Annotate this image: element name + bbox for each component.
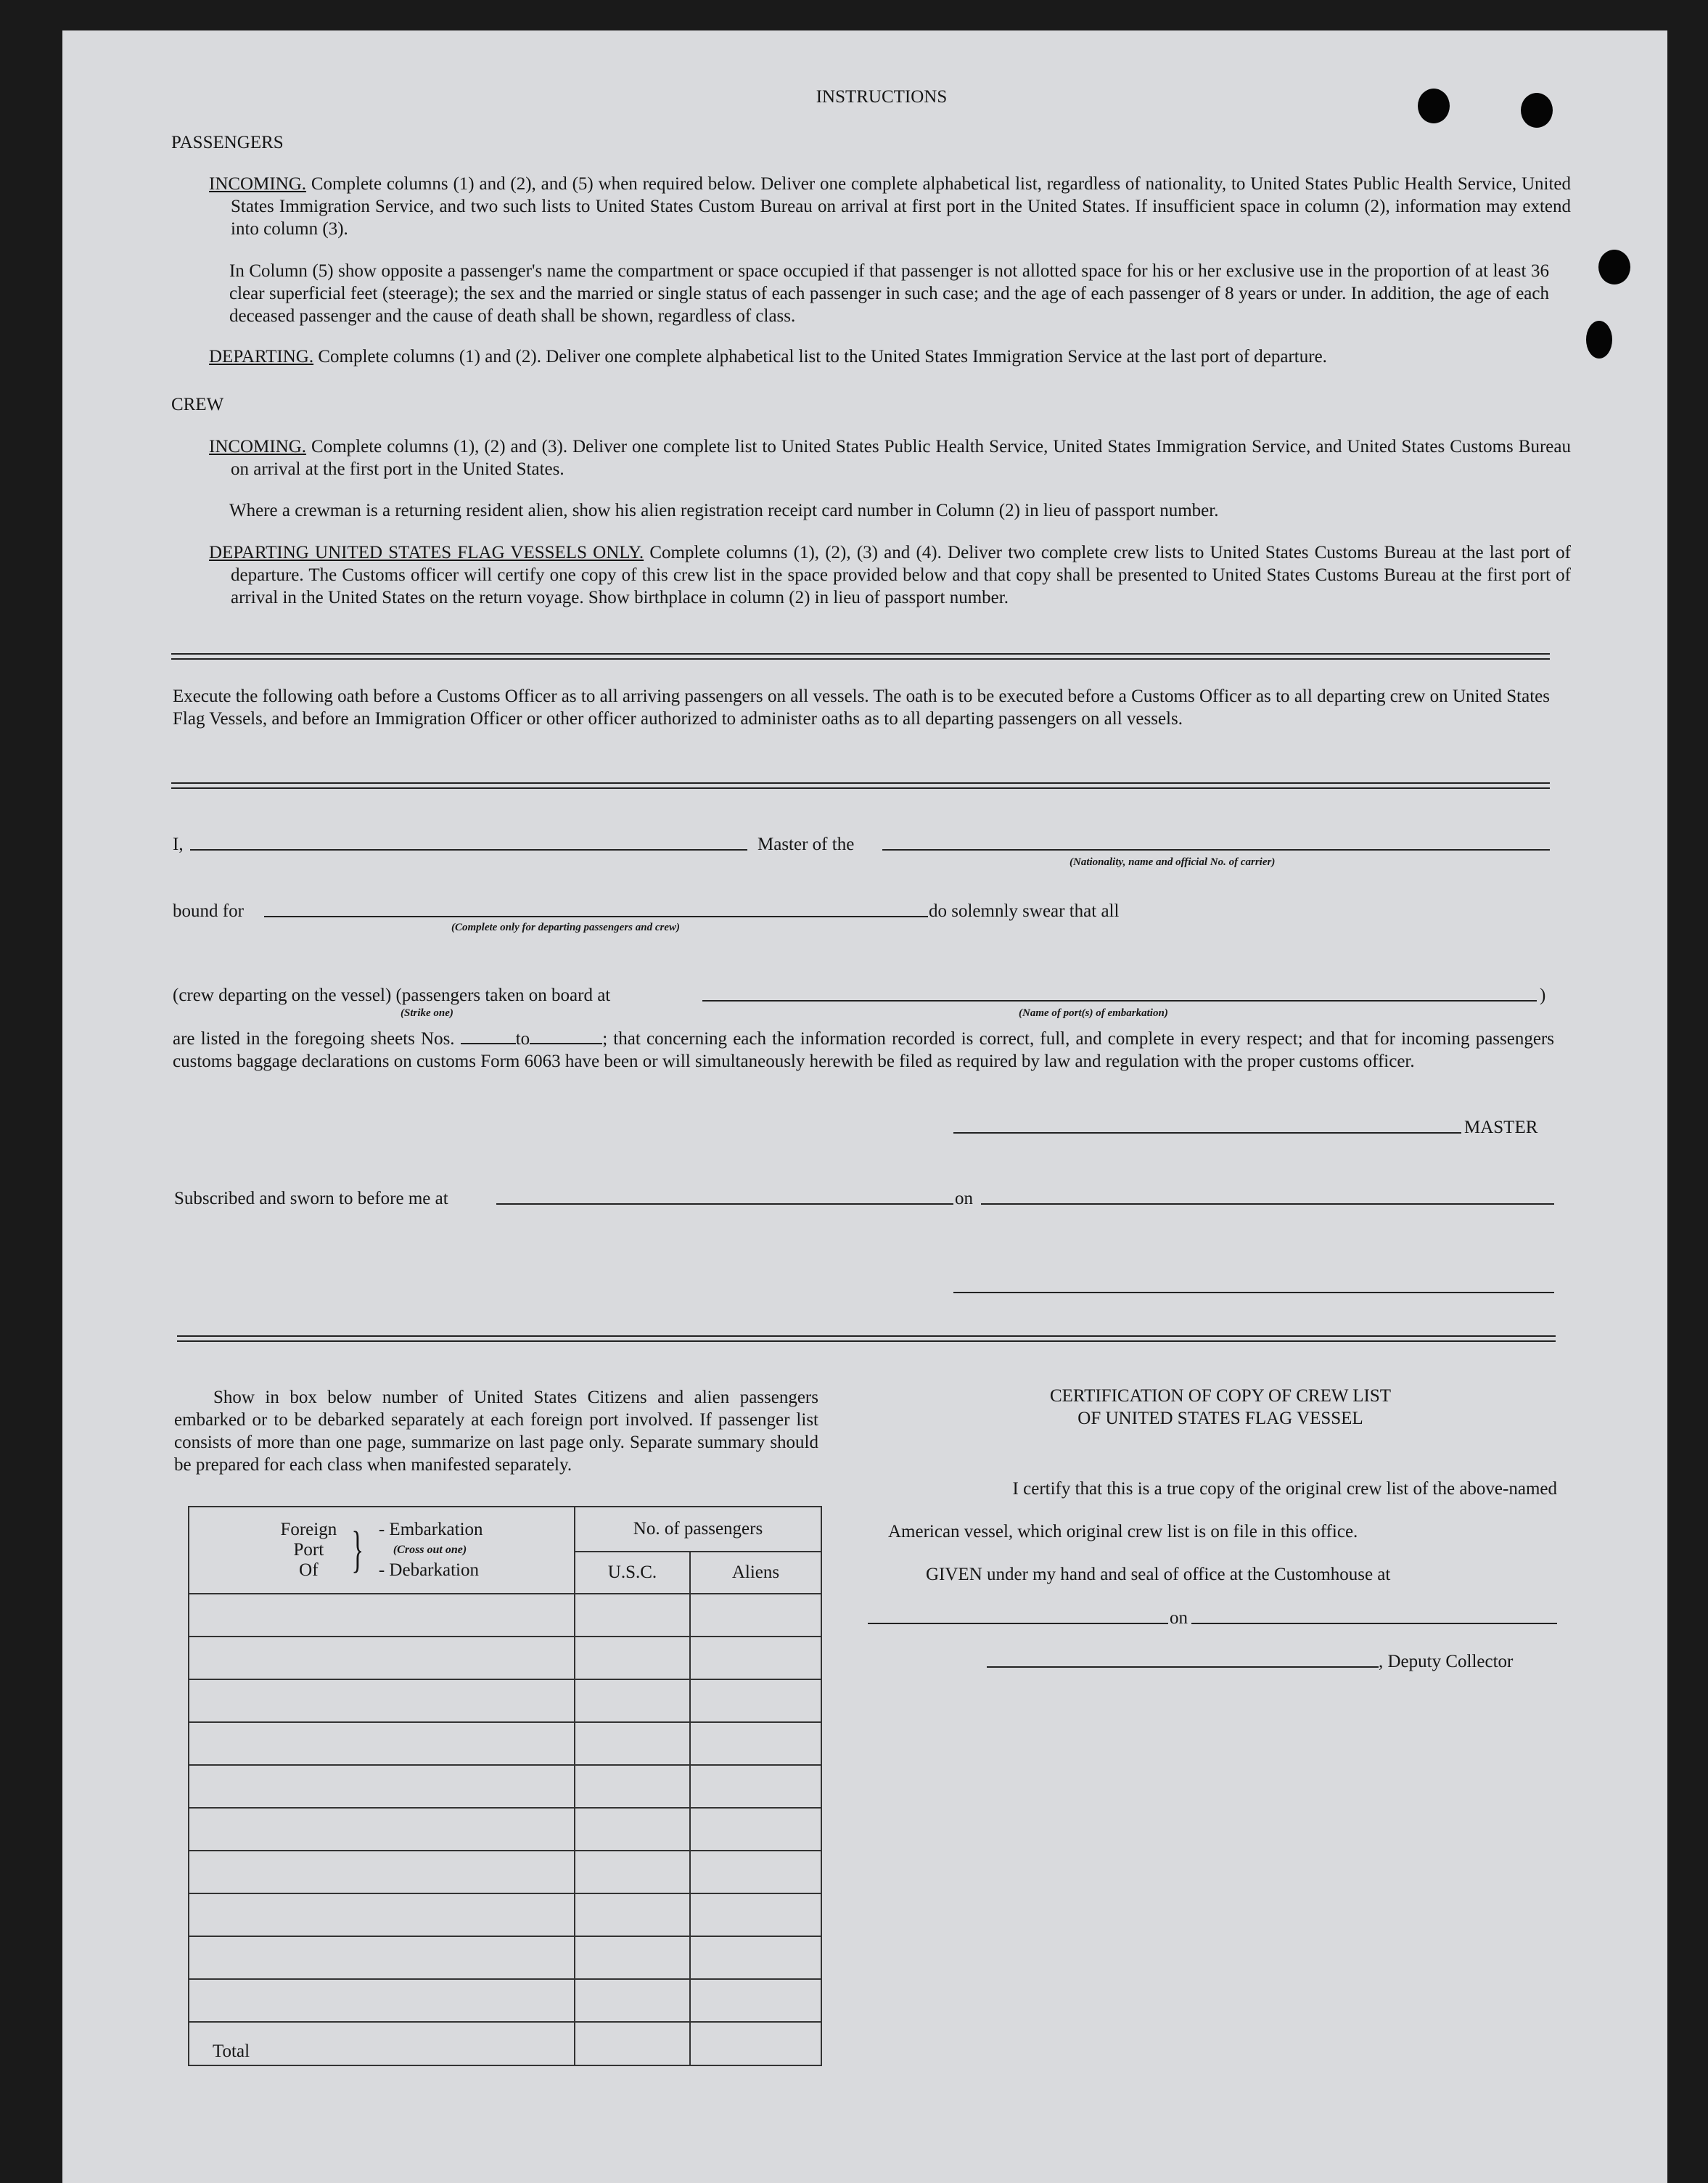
departing-text: Complete columns (1) and (2). Deliver one complete alphabetical list to the United States Immigration Service at the last port of departure. [318, 347, 1327, 366]
cert-on-label: on [1170, 1608, 1188, 1628]
debarkation-option[interactable]: - Debarkation [378, 1560, 479, 1580]
aliens-cell[interactable] [690, 1637, 821, 1679]
punch-hole [1586, 321, 1612, 359]
port-cell[interactable] [189, 1594, 575, 1637]
carrier-note: (Nationality, name and official No. of carrier) [1069, 856, 1276, 868]
passengers-departing [209, 345, 1571, 368]
port-header-of: Of [299, 1560, 319, 1580]
bound-for-field[interactable] [264, 916, 928, 917]
aliens-cell[interactable] [690, 1808, 821, 1851]
column5-instructions: In Column (5) show opposite a passenger's name the compartment or space occupied if that passenger is not allotted space for his or her exclusive use in the proportion of at least 36 clear superficial feet (steerage); the sex and the married or single status of each passenger in such case; and the age of each passenger of 8 years or under. In addition, the age of each deceased passenger and the cause of death shall be shown, regardless of class. [229, 261, 1549, 326]
close-paren: ) [1540, 986, 1546, 1005]
port-cell[interactable] [189, 1808, 575, 1851]
oath-intro: Execute the following oath before a Customs Officer as to all arriving passengers on all vessels. The oath is to be executed before a Customs Officer as to all departing crew on United States Flag Vessels, and before an Immigration Officer or other officer authorized to administer oaths as to all departing passengers on all vessels. [173, 687, 1550, 729]
total-aliens-cell[interactable] [690, 2022, 821, 2065]
deputy-signature-field[interactable] [987, 1666, 1379, 1668]
page-title: INSTRUCTIONS [816, 87, 948, 107]
subscribed-label: Subscribed and sworn to before me at [174, 1189, 448, 1208]
table-row [189, 1851, 821, 1893]
table-row [189, 1594, 821, 1637]
crew-passengers-text: (crew departing on the vessel) (passengers taken on board at [173, 986, 611, 1005]
bound-for-label: bound for [173, 901, 244, 921]
table-row [189, 1936, 821, 1979]
embarkation-port-field[interactable] [702, 1000, 1537, 1002]
table-row [189, 1765, 821, 1808]
usc-cell[interactable] [575, 1936, 690, 1979]
aliens-cell[interactable] [690, 1979, 821, 2022]
port-cell[interactable] [189, 1936, 575, 1979]
master-signature-field[interactable] [953, 1132, 1461, 1134]
on-label: on [955, 1189, 973, 1208]
certify-text-3: GIVEN under my hand and seal of office at the Customhouse at [926, 1565, 1391, 1584]
master-of-the-label: Master of the [757, 835, 855, 854]
table-row [189, 1893, 821, 1936]
usc-cell[interactable] [575, 1851, 690, 1893]
aliens-cell[interactable] [690, 1594, 821, 1637]
resident-alien-note: Where a crewman is a returning resident alien, show his alien registration receipt card number in Column (2) in lieu of passport number. [229, 501, 1219, 520]
port-cell[interactable] [189, 1765, 575, 1808]
certification-title [930, 1385, 1511, 1430]
port-header [189, 1507, 575, 1594]
sworn-place-field[interactable] [496, 1203, 953, 1205]
customhouse-field[interactable] [868, 1623, 1168, 1624]
port-header-foreign: Foreign [280, 1520, 337, 1539]
divider [171, 653, 1550, 660]
usc-cell[interactable] [575, 1637, 690, 1679]
passengers-heading: PASSENGERS [171, 133, 284, 152]
aliens-cell[interactable] [690, 1893, 821, 1936]
crew-incoming [209, 435, 1571, 480]
total-usc-cell[interactable] [575, 2022, 690, 2065]
to-label: to [515, 1029, 530, 1049]
certify-text-2: American vessel, which original crew list is on file in this office. [888, 1522, 1358, 1541]
punch-hole [1418, 89, 1450, 123]
aliens-cell[interactable] [690, 1765, 821, 1808]
summary-instructions: Show in box below number of United States Citizens and alien passengers embarked or to be debarked separately at each foreign port involved. If passenger list consists of more than one page, summarize on last page only. Separate summary should be prepared for each class when manifested separately. [174, 1388, 818, 1475]
departing-label: DEPARTING. [209, 347, 314, 366]
cross-out-note: (Cross out one) [393, 1544, 467, 1556]
usc-cell[interactable] [575, 1765, 690, 1808]
deputy-collector-label: , Deputy Collector [1379, 1652, 1514, 1671]
certify-text-1: I certify that this is a true copy of the original crew list of the above-named [1012, 1479, 1557, 1499]
divider [177, 1335, 1556, 1342]
sworn-date-field[interactable] [981, 1203, 1554, 1205]
listed-text-b: ; that concerning each the information recorded is correct, full, and complete in every respect; and that for incoming passengers customs baggage declarations on customs Form 6063 have been or will simultaneously herewith be filed as required by law and regulation with the proper customs officer. [173, 1029, 1554, 1071]
brace-icon: } [351, 1522, 364, 1578]
total-label: Total [189, 2022, 575, 2065]
table-row [189, 1722, 821, 1765]
listed-text: are listed in the foregoing sheets Nos. [173, 1029, 455, 1049]
officer-signature-field[interactable] [953, 1292, 1554, 1293]
usc-cell[interactable] [575, 1679, 690, 1722]
crew-heading: CREW [171, 395, 224, 414]
table-row [189, 1679, 821, 1722]
aliens-cell[interactable] [690, 1851, 821, 1893]
carrier-field[interactable] [882, 849, 1550, 851]
no-passengers-header: No. of passengers [575, 1507, 821, 1552]
port-cell[interactable] [189, 1893, 575, 1936]
embarkation-option[interactable]: - Embarkation [378, 1520, 483, 1539]
aliens-cell[interactable] [690, 1936, 821, 1979]
departing-text: Complete columns (1), (2), (3) and (4). Deliver two complete crew lists to United States Customs Bureau at the last port of departure. The Customs officer will certify one copy of this crew list in the space provided below and that copy shall be presented to United States Customs Bureau at the first port of arrival in the United States on the return voyage. Show birthplace in column (2) in lieu of passport number. [231, 543, 1571, 607]
cert-date-field[interactable] [1191, 1623, 1557, 1624]
aliens-header: Aliens [690, 1552, 821, 1594]
strike-one-note: (Strike one) [401, 1007, 453, 1019]
divider [171, 782, 1550, 789]
port-cell[interactable] [189, 1637, 575, 1679]
swear-text: do solemnly swear that all [929, 901, 1120, 921]
certification-title-line1: CERTIFICATION OF COPY OF CREW LIST [1049, 1386, 1392, 1406]
certification-title-line2: OF UNITED STATES FLAG VESSEL [1077, 1409, 1363, 1428]
incoming-label: INCOMING. [209, 174, 307, 194]
usc-cell[interactable] [575, 1808, 690, 1851]
port-cell[interactable] [189, 1979, 575, 2022]
listed-statement [173, 1028, 1554, 1073]
table-row [189, 1637, 821, 1679]
incoming-text: Complete columns (1) and (2), and (5) when required below. Deliver one complete alphabetical list, regardless of nationality, to United States Public Health Service, United States Immigration Service, and two such lists to United States Custom Bureau on arrival at first port in the United States. If insufficient space in column (2), information may extend into column (3). [231, 174, 1571, 239]
oath-i: I, [173, 835, 184, 854]
passenger-summary-table [188, 1506, 822, 2066]
incoming-text: Complete columns (1), (2) and (3). Deliver one complete list to United States Public Health Service, United States Immigration Service, and United States Customs Bureau on arrival at the first port in the United States. [231, 437, 1571, 479]
port-cell[interactable] [189, 1722, 575, 1765]
usc-cell[interactable] [575, 1893, 690, 1936]
port-cell[interactable] [189, 1851, 575, 1893]
crew-departing [209, 541, 1571, 609]
passengers-incoming [209, 173, 1571, 240]
sheet-from-field[interactable] [461, 1028, 516, 1044]
port-header-port: Port [293, 1540, 324, 1560]
master-name-field[interactable] [190, 849, 747, 851]
usc-header: U.S.C. [575, 1552, 690, 1594]
usc-cell[interactable] [575, 1594, 690, 1637]
incoming-label: INCOMING. [209, 437, 307, 456]
punch-hole [1598, 250, 1630, 284]
usc-cell[interactable] [575, 1722, 690, 1765]
port-cell[interactable] [189, 1679, 575, 1722]
usc-cell[interactable] [575, 1979, 690, 2022]
bound-note: (Complete only for departing passengers and crew) [451, 922, 680, 933]
departing-label: DEPARTING UNITED STATES FLAG VESSELS ONLY. [209, 543, 644, 562]
master-label: MASTER [1464, 1118, 1538, 1137]
aliens-cell[interactable] [690, 1722, 821, 1765]
table-row [189, 1808, 821, 1851]
port-note: (Name of port(s) of embarkation) [1019, 1007, 1168, 1019]
sheet-to-field[interactable] [530, 1028, 602, 1044]
table-row [189, 1979, 821, 2022]
aliens-cell[interactable] [690, 1679, 821, 1722]
punch-hole [1521, 93, 1553, 128]
